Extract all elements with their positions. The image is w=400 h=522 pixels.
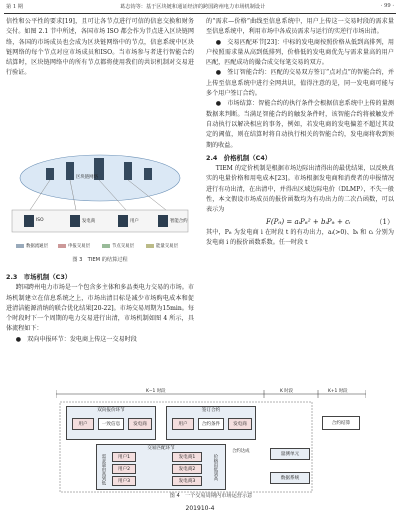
settlement-box: 合约结算	[322, 416, 360, 430]
box-title: 交易匹配环节	[147, 446, 175, 451]
user-node: 用户	[172, 418, 194, 430]
contract-node: 合约条件	[198, 418, 224, 430]
box-title: 双向报价环节	[97, 408, 125, 413]
period-label: K−1 时段	[146, 389, 166, 394]
cloud-label: 区块链网络	[76, 175, 98, 180]
generator-icon	[70, 215, 80, 227]
header-rule	[4, 13, 396, 14]
issue-label: 第 1 期	[6, 4, 23, 10]
figure-3	[6, 148, 194, 266]
user-node: 用户3	[112, 476, 136, 486]
iso-icon	[24, 215, 34, 227]
box-title: 签订合约	[201, 408, 221, 413]
figure-4-caption: 图 4 一个交易周期内市场运营示意	[169, 493, 253, 499]
section-title: 2.4 价格机制（C4）	[206, 153, 272, 162]
user-icon	[118, 215, 128, 227]
icon-label: 用户	[130, 219, 139, 224]
generator-node: 发电商	[228, 418, 252, 430]
period-label: K 时段	[280, 389, 294, 394]
figure-4	[56, 388, 366, 502]
info-node: 一致信息	[98, 418, 124, 430]
legend-item: 节点交易层	[112, 244, 134, 249]
footer-code: 201910-4	[185, 505, 215, 512]
legend-item: 申报交易层	[68, 244, 90, 249]
meter-box: 量测单元	[270, 448, 310, 460]
bullet-item: ● 签订智能合约：匹配的交易双方签订“点对点”的智能合约，并上传至信息系统中进行全网共识，值得注意的是，同一发电商可能与多个用户签订合约。	[206, 69, 394, 98]
paragraph: TIEM 的定价机制是根据市场边际出清得出的最优结果，以反映真实的电量价格和用电成本[23]。市场根据发电商和消费者的申报情况进行有功出清，在出清中，并得出区域边际电价（DLMP），不失一般性，本文假设市场成员的报价函数均为有功出力的二次凸函数，可以表示为	[206, 165, 394, 214]
paragraph: 信性和公平性的要求[19]，且可让各节点进行可信的信息交换和财务交付。如图 2.1 节中所述，各国市场 ISO 都会作为节点进入区块链网络，各国的市场成员也会成为区块链网络中的节点，信息系统中区块链网络的每个节点对应市场成员和ISO。当市场参与者进行智能合约结算时，区块链网络中的所有节点都将使用我们的共识机制对交易进行验证。	[6, 18, 194, 77]
left-column-bottom	[6, 270, 194, 345]
icon-label: 发电商	[82, 219, 96, 224]
contract-done-label: 合约达成	[232, 449, 250, 454]
generator-node: 发电商	[128, 418, 152, 430]
paragraph: 的“需求—价格”曲线至信息系统中，用户上传这一交易时段的需求量至信息系统中，利用市场中各成员需求与运行的实逆行市场出清。	[206, 18, 394, 36]
icon-label: ISO	[36, 218, 44, 223]
equation-row	[206, 216, 394, 228]
paragraph: 其中，Pᵢₜ 为发电商 i 在时段 t 的有功出力，aᵢ(>0)、bᵢ 和 cᵢ 分别为发电商 i 的报价函数系数。任一时段 t	[206, 228, 394, 246]
generator-node: 发电商1	[172, 452, 202, 462]
paragraph: 跨国跨州电力市场是一个包含多主体和多品类电力交易的市场。市场机制建立在信息系统之上，市场出清目标是减少市场购电成本和促进清洁能源消纳的联合优化结果[20-22]。市场交易周期为15min。每个时段时下一个周期的电力交易进行出清，市场机制如图 4 所示，具体流程如下：	[6, 284, 194, 333]
section-title: 2.3 市场机制（C3）	[6, 273, 72, 281]
page-header	[0, 0, 400, 15]
right-column	[206, 17, 394, 248]
axis-note: 价格由低到高	[213, 454, 218, 481]
running-title: 葛志钧等：基于区块链和通证经济的跨国跨州电力市场机制设计	[120, 4, 266, 10]
left-column-top	[6, 17, 194, 79]
axis-note: 需求量由高到低	[101, 454, 106, 485]
generator-node: 发电商3	[172, 476, 202, 486]
icon-label: 智能合约	[170, 219, 188, 224]
period-label: K+1 时段	[328, 389, 348, 394]
bullet-item: ● 市场结算：智能合约的执行条件会根据信息系统中上传的量测数据来判断。当满足智能合约的触发条件时，该智能合约将被触发并自动执行以解决相应的事务，例如，若发电商的发电偏差不超过其设定的阈值，则在结算时将自动执行相关的智能合约，发电商将收到预期的收益。	[206, 100, 394, 149]
user-node: 用户1	[112, 452, 136, 462]
legend-item: 能量交易层	[156, 244, 178, 249]
generator-node: 发电商2	[172, 464, 202, 474]
data-system-box: 数据系统	[270, 472, 310, 484]
contract-icon	[158, 215, 168, 227]
page-number: · 99 ·	[380, 3, 394, 9]
figure-3-caption: 图 3 TIEM 的结算过程	[72, 257, 128, 263]
equation-number: （1）	[375, 217, 394, 226]
bullet-item: ● 交易匹配环节[23]：中标的发电商按照价格从低到高排列，用户按照需求量从高到低排列，价格低的发电商优先与需求量高的用户匹配，匹配成功的撮合成交每笔交易的双方。	[206, 38, 394, 67]
user-node: 用户2	[112, 464, 136, 474]
equation: F(Pᵢₜ) = aᵢPᵢₜ² + bᵢPᵢₜ + cᵢ	[266, 217, 351, 226]
bullet-item: ● 双向申报环节：发电商上传这一交易时段	[15, 335, 137, 343]
legend-item: 数据流通层	[26, 244, 48, 249]
user-node: 用户	[72, 418, 94, 430]
